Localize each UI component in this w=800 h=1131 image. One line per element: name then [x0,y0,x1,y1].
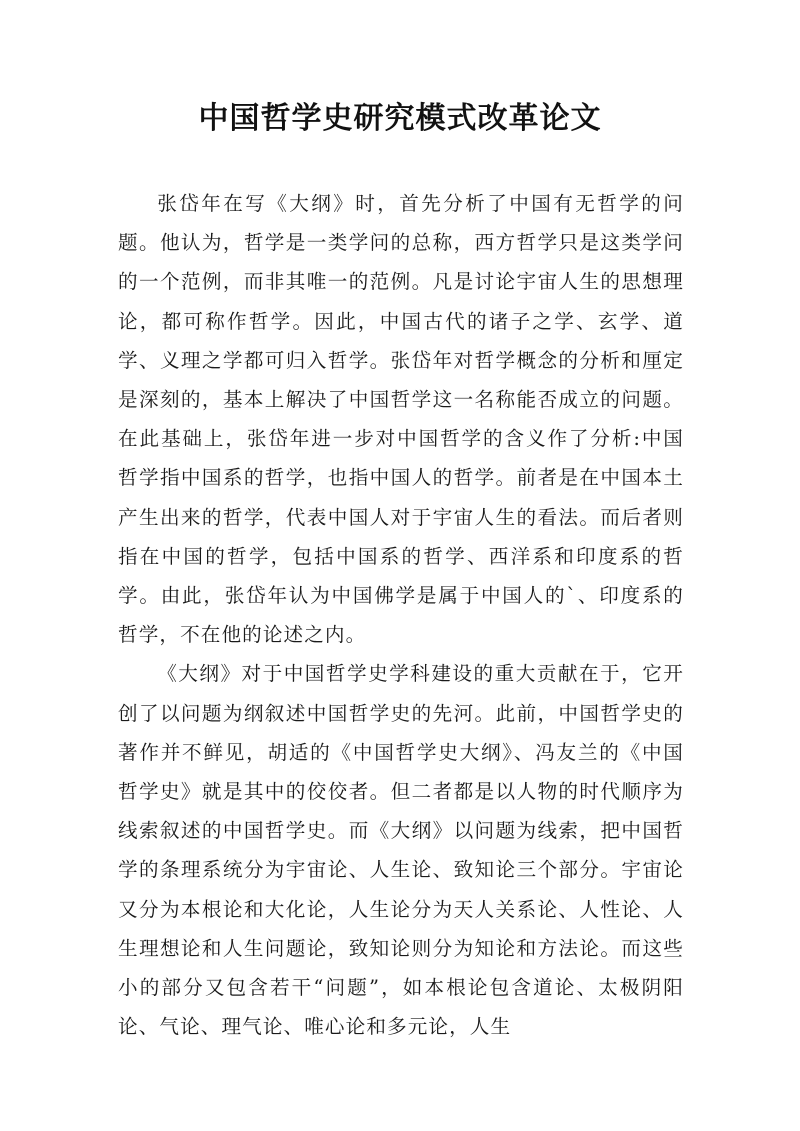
document-body [118,184,684,1046]
paragraph-2: 《大纲》对于中国哲学史学科建设的重大贡献在于，它开创了以问题为纲叙述中国哲学史的先河。此前，中国哲学史的著作并不鲜见，胡适的《中国哲学史大纲》、冯友兰的《中国哲学史》就是其中的佼佼者。但二者都是以人物的时代顺序为线索叙述的中国哲学史。而《大纲》以问题为线索，把中国哲学的条理系统分为宇宙论、人生论、致知论三个部分。宇宙论又分为本根论和大化论，人生论分为天人关系论、人性论、人生理想论和人生问题论，致知论则分为知论和方法论。而这些小的部分又包含若干“问题”，如本根论包含道论、太极阴阳论、气论、理气论、唯心论和多元论，人生 [118,662,684,1039]
paragraph-1: 张岱年在写《大纲》时，首先分析了中国有无哲学的问题。他认为，哲学是一类学问的总称，西方哲学只是这类学问的一个范例，而非其唯一的范例。凡是讨论宇宙人生的思想理论，都可称作哲学。因此，中国古代的诸子之学、玄学、道学、义理之学都可归入哲学。张岱年对哲学概念的分析和厘定是深刻的，基本上解决了中国哲学这一名称能否成立的问题。在此基础上，张岱年进一步对中国哲学的含义作了分析:中国哲学指中国系的哲学，也指中国人的哲学。前者是在中国本土产生出来的哲学，代表中国人对于宇宙人生的看法。而后者则指在中国的哲学，包括中国系的哲学、西洋系和印度系的哲学。由此，张岱年认为中国佛学是属于中国人的`、印度系的哲学，不在他的论述之内。 [118,192,684,647]
document-title: 中国哲学史研究模式改革论文 [198,101,602,136]
